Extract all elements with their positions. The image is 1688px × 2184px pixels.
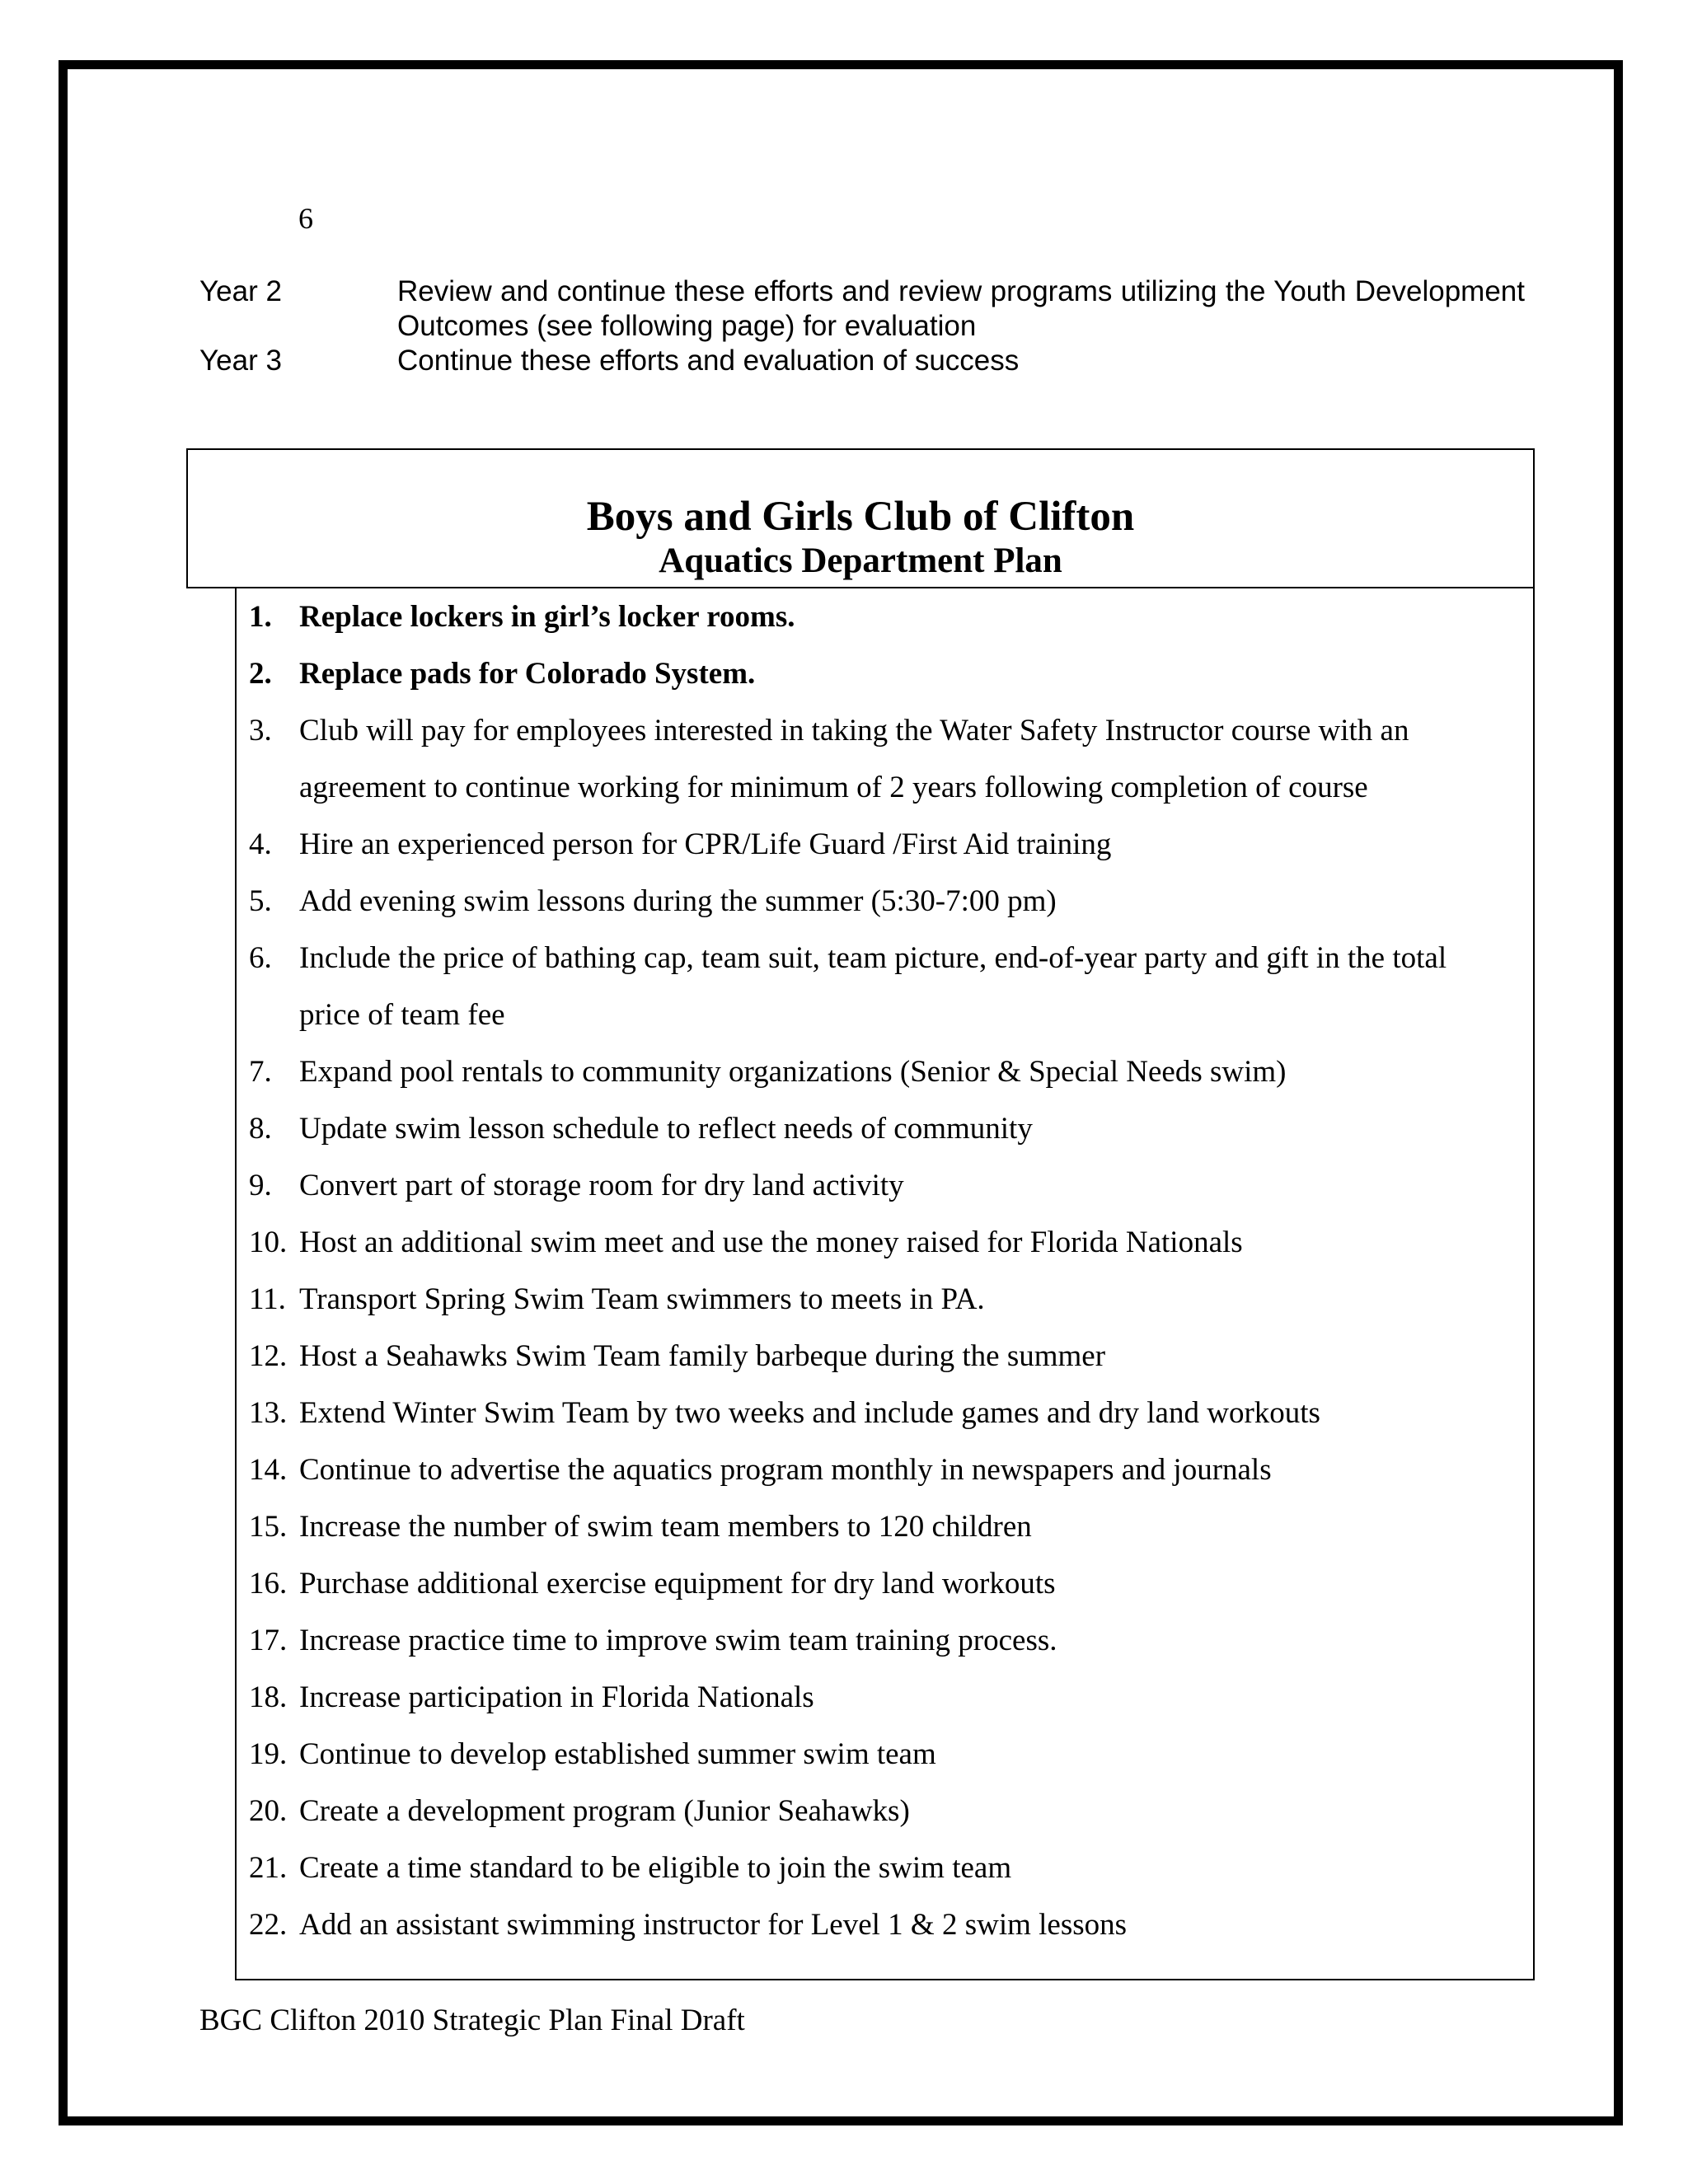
list-item	[249, 702, 1508, 816]
page-number: 6	[298, 202, 313, 235]
item-text: Convert part of storage room for dry land activity	[299, 1169, 904, 1202]
item-number: 11.	[249, 1282, 286, 1316]
year-row	[199, 344, 1525, 378]
list-item	[249, 1840, 1508, 1896]
year-plan-table	[199, 274, 1525, 378]
item-text: Expand pool rentals to community organizations (Senior & Special Needs swim)	[299, 1055, 1287, 1089]
plan-subtitle: Aquatics Department Plan	[659, 541, 1062, 580]
item-text: Purchase additional exercise equipment for dry land workouts	[299, 1567, 1056, 1601]
item-text: Create a development program (Junior Seahawks)	[299, 1794, 910, 1828]
item-text: Increase practice time to improve swim team training process.	[299, 1624, 1057, 1657]
item-text: Increase participation in Florida Nationals	[299, 1680, 814, 1714]
list-item	[249, 1555, 1508, 1612]
item-number: 18.	[249, 1680, 288, 1714]
year-label: Year 3	[199, 344, 282, 377]
item-text: Continue to advertise the aquatics program monthly in newspapers and journals	[299, 1453, 1272, 1487]
item-number: 2.	[249, 657, 272, 691]
list-item	[249, 1214, 1508, 1271]
list-item	[249, 1157, 1508, 1214]
item-text: Add evening swim lessons during the summer (5:30-7:00 pm)	[299, 884, 1057, 918]
year-description: Review and continue these efforts and review programs utilizing the Youth Development Outcomes (see following page) for evaluation	[397, 275, 1525, 342]
list-item	[249, 1669, 1508, 1726]
item-number: 9.	[249, 1169, 272, 1202]
item-text: Host a Seahawks Swim Team family barbeque during the summer	[299, 1339, 1106, 1373]
item-text: Club will pay for employees interested in taking the Water Safety Instructor course with an agreement to continue working for minimum of 2 years following completion of course	[299, 714, 1409, 804]
list-item	[249, 1100, 1508, 1157]
item-number: 15.	[249, 1510, 288, 1544]
list-item	[249, 1043, 1508, 1100]
item-text: Replace lockers in girl’s locker rooms.	[299, 600, 795, 634]
item-number: 22.	[249, 1908, 288, 1942]
item-number: 14.	[249, 1453, 288, 1487]
item-number: 10.	[249, 1226, 288, 1259]
list-item	[249, 1441, 1508, 1498]
item-text: Increase the number of swim team members to 120 children	[299, 1510, 1032, 1544]
plan-item-list	[249, 588, 1508, 1953]
item-text: Include the price of bathing cap, team suit, team picture, end-of-year party and gift in the total price of team fee	[299, 941, 1447, 1032]
item-number: 5.	[249, 884, 272, 918]
item-number: 19.	[249, 1737, 288, 1771]
item-text: Replace pads for Colorado System.	[299, 657, 756, 691]
item-text: Host an additional swim meet and use the money raised for Florida Nationals	[299, 1226, 1243, 1259]
list-item	[249, 930, 1508, 1043]
list-item	[249, 645, 1508, 702]
list-item	[249, 1498, 1508, 1555]
item-number: 12.	[249, 1339, 288, 1373]
year-label: Year 2	[199, 275, 282, 307]
plan-title: Boys and Girls Club of Clifton	[586, 494, 1135, 540]
list-item	[249, 1385, 1508, 1441]
item-number: 3.	[249, 714, 272, 748]
item-number: 1.	[249, 600, 272, 634]
list-item	[249, 816, 1508, 873]
list-item	[249, 1612, 1508, 1669]
list-item	[249, 873, 1508, 930]
list-item	[249, 588, 1508, 645]
item-number: 8.	[249, 1112, 272, 1146]
item-number: 16.	[249, 1567, 288, 1601]
year-description: Continue these efforts and evaluation of success	[397, 344, 1020, 377]
item-number: 21.	[249, 1851, 288, 1885]
plan-title-box	[186, 448, 1535, 588]
item-number: 17.	[249, 1624, 288, 1657]
item-text: Transport Spring Swim Team swimmers to meets in PA.	[299, 1282, 985, 1316]
item-text: Add an assistant swimming instructor for Level 1 & 2 swim lessons	[299, 1908, 1128, 1942]
list-item	[249, 1726, 1508, 1783]
list-item	[249, 1328, 1508, 1385]
item-number: 13.	[249, 1396, 288, 1430]
item-text: Create a time standard to be eligible to join the swim team	[299, 1851, 1012, 1885]
item-number: 4.	[249, 827, 272, 861]
item-text: Extend Winter Swim Team by two weeks and include games and dry land workouts	[299, 1396, 1320, 1430]
plan-items-box	[235, 588, 1535, 1980]
item-text: Update swim lesson schedule to reflect needs of community	[299, 1112, 1033, 1146]
item-number: 7.	[249, 1055, 272, 1089]
item-number: 20.	[249, 1794, 288, 1828]
list-item	[249, 1896, 1508, 1953]
list-item	[249, 1783, 1508, 1840]
year-row	[199, 274, 1525, 344]
list-item	[249, 1271, 1508, 1328]
item-text: Hire an experienced person for CPR/Life Guard /First Aid training	[299, 827, 1112, 861]
item-number: 6.	[249, 941, 272, 975]
item-text: Continue to develop established summer swim team	[299, 1737, 936, 1771]
page-footer: BGC Clifton 2010 Strategic Plan Final Draft	[199, 2004, 745, 2037]
